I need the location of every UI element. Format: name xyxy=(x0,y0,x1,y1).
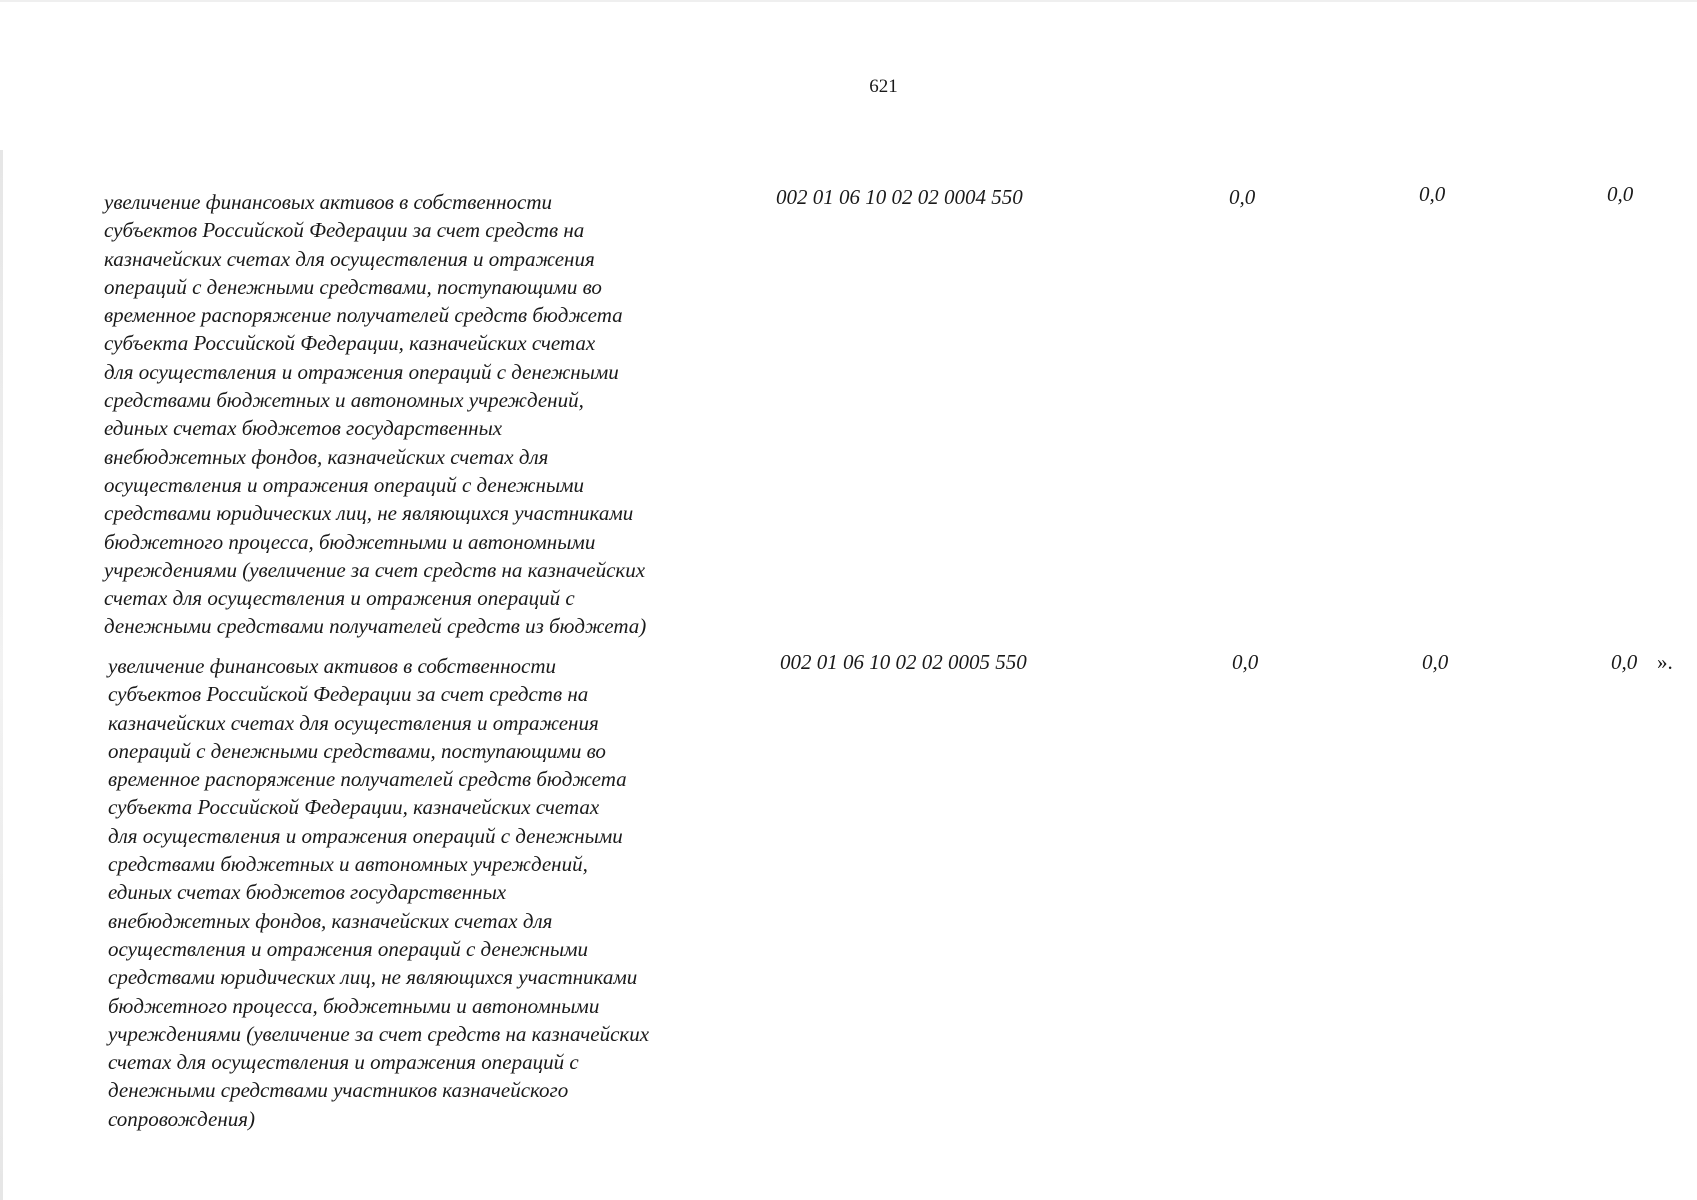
budget-classification-code: 002 01 06 10 02 02 0005 550 xyxy=(780,650,1027,674)
value-year-1: 0,0 xyxy=(1229,185,1256,209)
value-year-3: 0,0 xyxy=(1611,650,1638,674)
value-year-2: 0,0 xyxy=(1422,650,1449,674)
page-number: 621 xyxy=(869,76,898,97)
budget-classification-code: 002 01 06 10 02 02 0004 550 xyxy=(776,185,1023,209)
scan-left-edge xyxy=(0,150,3,1200)
scan-top-edge xyxy=(0,0,1697,2)
closing-quote-mark: ». xyxy=(1657,650,1673,674)
value-year-2: 0,0 xyxy=(1419,182,1446,206)
value-year-3: 0,0 xyxy=(1607,182,1634,206)
value-year-1: 0,0 xyxy=(1232,650,1259,674)
row-description: увеличение финансовых активов в собственности субъектов Российской Федерации за счет средств на казначейских счетах для осуществления и отражения операций с денежными средствами, поступающими во временное распоряжение получателей средств бюджета субъекта Российской Федерации, казначейских счетах для осуществления и отражения операций с денежными средствами бюджетных и автономных учреждений, единых счетах бюджетов государственных внебюджетных фондов, казначейских счетах для осуществления и отражения операций с денежными средствами юридических лиц, не являющихся участниками бюджетного процесса, бюджетными и автономными учреждениями (увеличение за счет средств на казначейских счетах для осуществления и отражения операций с денежными средствами получателей средств из бюджета) xyxy=(104,190,647,639)
row-description: увеличение финансовых активов в собственности субъектов Российской Федерации за счет средств на казначейских счетах для осуществления и отражения операций с денежными средствами, поступающими во временное распоряжение получателей средств бюджета субъекта Российской Федерации, казначейских счетах для осуществления и отражения операций с денежными средствами бюджетных и автономных учреждений, единых счетах бюджетов государственных внебюджетных фондов, казначейских счетах для осуществления и отражения операций с денежными средствами юридических лиц, не являющихся участниками бюджетного процесса, бюджетными и автономными учреждениями (увеличение за счет средств на казначейских счетах для осуществления и отражения операций с денежными средствами участников казначейского сопровождения) xyxy=(108,654,650,1131)
